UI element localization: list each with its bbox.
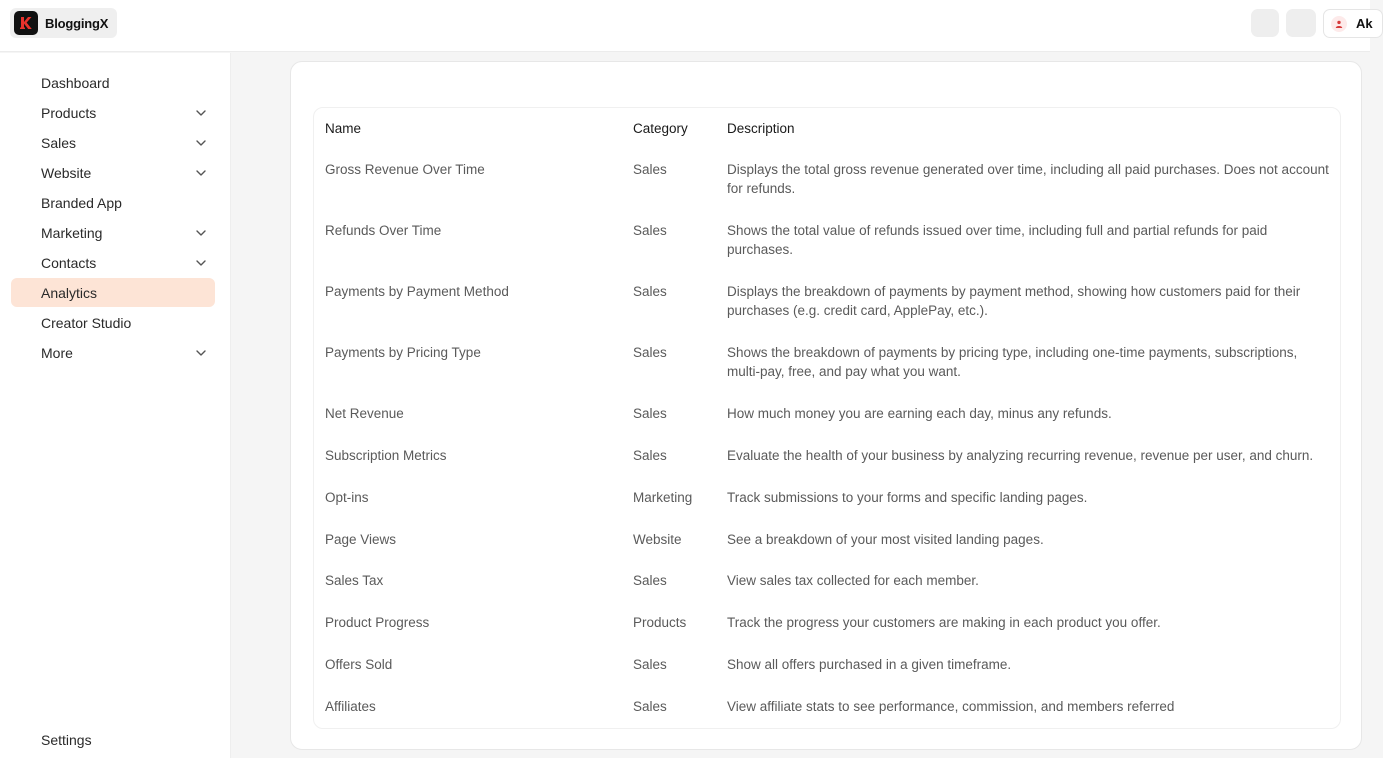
cell-name: Refunds Over Time (325, 223, 442, 238)
cell-name: Page Views (325, 532, 397, 547)
cell-name: Payments by Payment Method (325, 284, 509, 299)
cell-description: How much money you are earning each day, minus any refunds. (727, 406, 1112, 421)
cell-category: Sales (633, 657, 667, 672)
cell-description: Show all offers purchased in a given timeframe. (727, 657, 1012, 672)
cell-name: Offers Sold (325, 657, 393, 672)
cell-name: Subscription Metrics (325, 448, 447, 463)
sidebar-item-label: Settings (41, 731, 92, 748)
chevron-down-icon[interactable] (195, 107, 207, 119)
table-row[interactable] (314, 613, 1342, 655)
cell-category: Sales (633, 162, 667, 177)
sidebar-item-contacts[interactable] (11, 248, 215, 277)
table-row[interactable] (314, 697, 1342, 730)
sidebar-item-dashboard[interactable] (11, 68, 215, 97)
sidebar-item-branded-app[interactable] (11, 188, 215, 217)
notifications-button[interactable] (1251, 9, 1279, 37)
sidebar-item-settings[interactable] (11, 725, 215, 754)
brand-name: BloggingX (45, 15, 109, 31)
table-row[interactable] (314, 530, 1342, 571)
user-menu-button[interactable] (1323, 9, 1383, 38)
cell-name: Payments by Pricing Type (325, 345, 481, 360)
cell-category: Sales (633, 573, 667, 588)
cell-category: Sales (633, 345, 667, 360)
cell-name: Product Progress (325, 615, 430, 630)
table-row[interactable] (314, 343, 1342, 404)
cell-category: Sales (633, 406, 667, 421)
column-header-category: Category (633, 121, 688, 136)
user-name: Ak (1356, 16, 1373, 31)
bloggingx-logo-icon (14, 11, 38, 35)
sidebar-item-label: Website (41, 164, 92, 181)
sidebar-item-sales[interactable] (11, 128, 215, 157)
sidebar-item-label: Marketing (41, 224, 103, 241)
cell-name: Opt-ins (325, 490, 369, 505)
table-row[interactable] (314, 571, 1342, 613)
sidebar-item-label: Sales (41, 134, 77, 151)
cell-name: Sales Tax (325, 573, 384, 588)
chevron-down-icon[interactable] (195, 347, 207, 359)
sidebar-item-products[interactable] (11, 98, 215, 127)
chevron-down-icon[interactable] (195, 257, 207, 269)
sidebar-item-label: Products (41, 104, 97, 121)
sidebar-item-label: Creator Studio (41, 314, 132, 331)
sidebar-item-label: Branded App (41, 194, 122, 211)
cell-name: Affiliates (325, 699, 376, 714)
user-icon (1331, 16, 1347, 32)
cell-description: Evaluate the health of your business by analyzing recurring revenue, revenue per user, and churn. (727, 448, 1314, 463)
sidebar (0, 53, 231, 758)
sidebar-item-website[interactable] (11, 158, 215, 187)
cell-description: Displays the total gross revenue generated over time, including all paid purchases. Does not account for refunds. (727, 162, 1329, 196)
chevron-down-icon[interactable] (195, 227, 207, 239)
table-row[interactable] (314, 282, 1342, 343)
top-bar (0, 0, 1373, 52)
sidebar-item-creator-studio[interactable] (11, 308, 215, 337)
cell-description: Track the progress your customers are making in each product you offer. (727, 615, 1161, 630)
cell-name: Gross Revenue Over Time (325, 162, 485, 177)
cell-category: Marketing (633, 490, 693, 505)
table-row[interactable] (314, 160, 1342, 221)
help-button[interactable] (1286, 9, 1316, 37)
sidebar-item-analytics[interactable] (11, 278, 215, 307)
reports-table (313, 107, 1341, 729)
brand-switcher[interactable] (10, 8, 117, 38)
cell-description: Track submissions to your forms and specific landing pages. (727, 490, 1088, 505)
sidebar-item-marketing[interactable] (11, 218, 215, 247)
chevron-down-icon[interactable] (195, 137, 207, 149)
cell-category: Products (633, 615, 687, 630)
cell-category: Website (633, 532, 682, 547)
cell-description: View sales tax collected for each member. (727, 573, 979, 588)
sidebar-item-label: More (41, 344, 73, 361)
table-row[interactable] (314, 488, 1342, 530)
cell-description: View affiliate stats to see performance, commission, and members referred (727, 699, 1175, 714)
table-row[interactable] (314, 221, 1342, 282)
chevron-down-icon[interactable] (195, 167, 207, 179)
analytics-reports-card (290, 61, 1362, 750)
sidebar-item-label: Dashboard (41, 74, 110, 91)
cell-description: Shows the total value of refunds issued over time, including full and partial refunds for paid purchases. (727, 223, 1268, 257)
sidebar-item-label: Contacts (41, 254, 97, 271)
cell-category: Sales (633, 223, 667, 238)
column-header-description: Description (727, 121, 795, 136)
cell-category: Sales (633, 699, 667, 714)
sidebar-item-label: Analytics (41, 284, 98, 301)
cell-category: Sales (633, 284, 667, 299)
column-header-name: Name (325, 121, 362, 136)
cell-name: Net Revenue (325, 406, 404, 421)
table-row[interactable] (314, 446, 1342, 488)
cell-description: Displays the breakdown of payments by payment method, showing how customers paid for their purchases (e.g. credit card, ApplePay, etc.). (727, 284, 1301, 318)
table-row[interactable] (314, 404, 1342, 446)
cell-category: Sales (633, 448, 667, 463)
cell-description: See a breakdown of your most visited landing pages. (727, 532, 1044, 547)
cell-description: Shows the breakdown of payments by pricing type, including one-time payments, subscriptions, multi-pay, free, and pay what you want. (727, 345, 1298, 379)
table-row[interactable] (314, 655, 1342, 697)
sidebar-item-more[interactable] (11, 338, 215, 367)
